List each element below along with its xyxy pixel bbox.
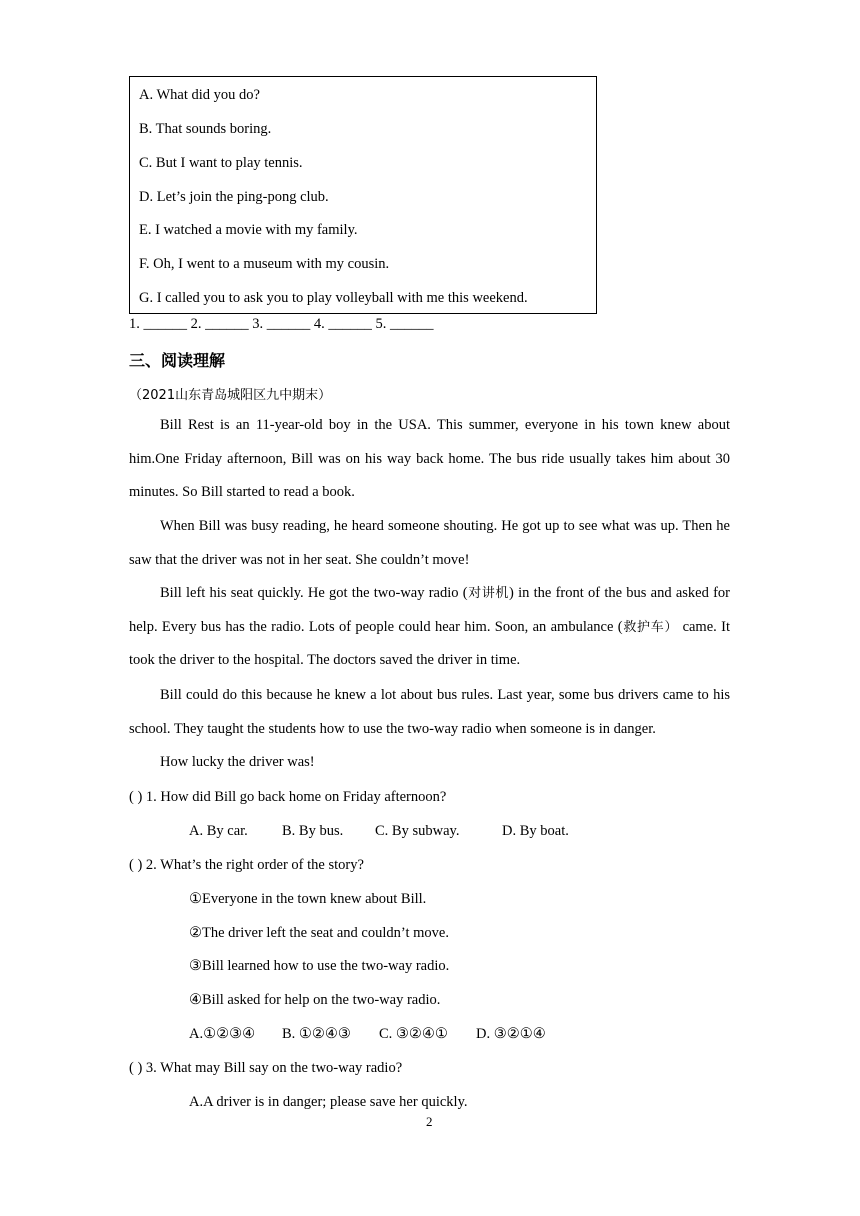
passage-paragraph-2: When Bill was busy reading, he heard someone shouting. He got up to see what was up. Then he saw that the driver was not in her seat. She couldn’t move! bbox=[129, 518, 730, 568]
passage-paragraph-1: Bill Rest is an 11-year-old boy in the USA. This summer, everyone in his town knew about him.One Friday afternoon, Bill was on his way back home. The bus ride usually takes him about 30 minutes. So Bill started to read a book. bbox=[129, 417, 730, 501]
question-1-choice-c: C. By subway. bbox=[375, 823, 460, 839]
question-2-choice-b: B. ①②④③ bbox=[282, 1026, 351, 1042]
question-2-event-2: ②The driver left the seat and couldn’t move. bbox=[189, 925, 449, 941]
question-1-choice-b: B. By bus. bbox=[282, 823, 344, 839]
passage-paragraph-4: Bill could do this because he knew a lot about bus rules. Last year, some bus drivers came to his school. They taught the students how to use the two-way radio when someone is in danger. bbox=[129, 687, 730, 737]
question-3-choice-a: A.A driver is in danger; please save her quickly. bbox=[189, 1094, 468, 1110]
question-3-stem: ( ) 3. What may Bill say on the two-way radio? bbox=[129, 1060, 403, 1076]
option-c: C. But I want to play tennis. bbox=[139, 155, 303, 171]
option-e: E. I watched a movie with my family. bbox=[139, 222, 358, 238]
answer-blanks: 1. ______ 2. ______ 3. ______ 4. ______ 5. ______ bbox=[129, 316, 434, 332]
section-title: 三、阅读理解 bbox=[129, 351, 226, 370]
ambulance-chinese-gloss: 救护车） bbox=[622, 619, 679, 635]
option-d: D. Let’s join the ping-pong club. bbox=[139, 189, 329, 205]
question-2-event-3: ③Bill learned how to use the two-way radio. bbox=[189, 958, 450, 974]
page-number: 2 bbox=[426, 1114, 433, 1129]
passage-paragraph-5: How lucky the driver was! bbox=[160, 754, 315, 770]
question-2-choice-d: D. ③②①④ bbox=[476, 1026, 546, 1042]
question-1-choice-d: D. By boat. bbox=[502, 823, 569, 839]
question-2-choice-c: C. ③②④① bbox=[379, 1026, 448, 1042]
passage-paragraph-3 bbox=[129, 577, 730, 678]
question-1-stem: ( ) 1. How did Bill go back home on Friday afternoon? bbox=[129, 789, 447, 805]
question-2-choice-a: A.①②③④ bbox=[189, 1026, 256, 1042]
paragraph-3-part-1: Bill left his seat quickly. He got the two-way radio ( bbox=[160, 585, 468, 601]
paragraph-3-part-2: ) in the front of the bus and asked for help. Every bus has the radio. Lots of people could hear him. Soon, an ambulance ( bbox=[129, 585, 730, 635]
question-2-event-1: ①Everyone in the town knew about Bill. bbox=[189, 891, 427, 907]
passage-source: （2021山东青岛城阳区九中期末） bbox=[129, 388, 332, 403]
option-f: F. Oh, I went to a museum with my cousin. bbox=[139, 256, 390, 272]
options-box bbox=[129, 76, 597, 314]
option-b: B. That sounds boring. bbox=[139, 121, 272, 137]
option-g: G. I called you to ask you to play volleyball with me this weekend. bbox=[139, 290, 528, 306]
question-2-stem: ( ) 2. What’s the right order of the story? bbox=[129, 857, 364, 873]
paragraph-3-part-3: came. It took the driver to the hospital. The doctors saved the driver in time. bbox=[129, 618, 730, 669]
radio-chinese-gloss: 对讲机 bbox=[467, 586, 510, 601]
question-1-choice-a: A. By car. bbox=[189, 823, 248, 839]
option-a: A. What did you do? bbox=[139, 87, 260, 103]
question-2-event-4: ④Bill asked for help on the two-way radio. bbox=[189, 992, 441, 1008]
